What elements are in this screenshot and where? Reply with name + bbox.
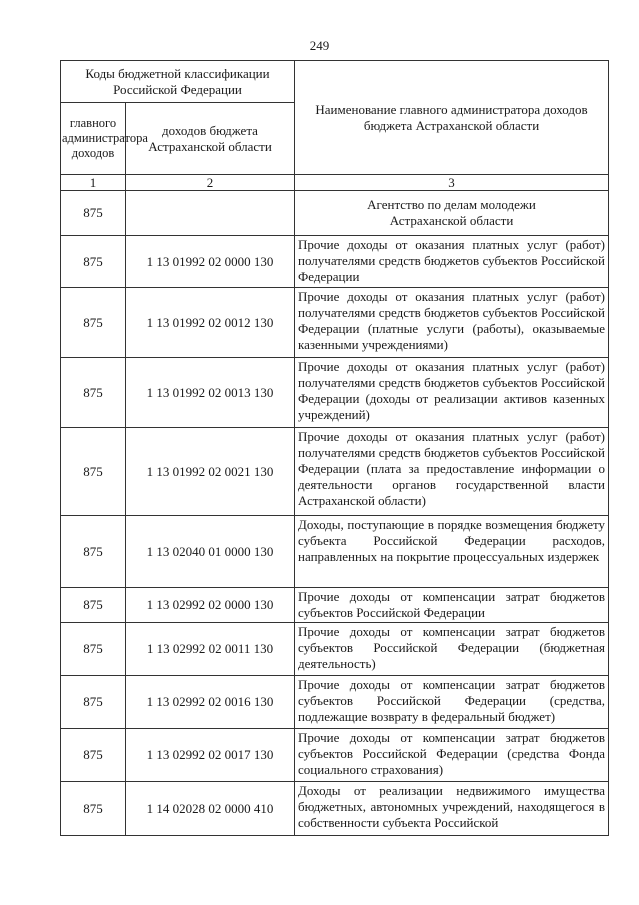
admin-code-cell: 875	[61, 288, 126, 358]
header-row-group	[61, 61, 609, 103]
table-row	[61, 428, 609, 516]
table-row	[61, 588, 609, 623]
income-code-cell: 1 13 02992 02 0017 130	[126, 729, 295, 782]
table-row	[61, 623, 609, 676]
admin-code-cell: 875	[61, 588, 126, 623]
income-code-cell: 1 13 01992 02 0021 130	[126, 428, 295, 516]
table-row	[61, 729, 609, 782]
income-code-cell: 1 13 02992 02 0016 130	[126, 676, 295, 729]
income-name-cell: Прочие доходы от оказания платных услуг (работ) получателями средств бюджетов субъектов Российской Федерации (доходы от реализации активов казенных учреждений)	[295, 358, 609, 428]
income-name-cell: Доходы, поступающие в порядке возмещения бюджету субъекта Российской Федерации расходов, направленных на покрытие процессуальных издержек	[295, 516, 609, 588]
header-income-column: доходов бюджета Астраханской области	[126, 103, 295, 175]
income-code-cell	[126, 191, 295, 236]
income-code-cell: 1 13 02992 02 0011 130	[126, 623, 295, 676]
header-number-2: 2	[126, 175, 295, 191]
header-admin-column: главного администратора доходов	[61, 103, 126, 175]
budget-classification-table	[60, 60, 609, 836]
table-row	[61, 358, 609, 428]
admin-code-cell: 875	[61, 428, 126, 516]
page-number: 249	[309, 38, 330, 53]
income-name-cell: Прочие доходы от компенсации затрат бюджетов субъектов Российской Федерации (средства, подлежащие возврату в федеральный бюджет)	[295, 676, 609, 729]
admin-code-cell: 875	[61, 623, 126, 676]
header-codes-group: Коды бюджетной классификации Российской Федерации	[61, 61, 295, 103]
income-code-cell: 1 13 02992 02 0000 130	[126, 588, 295, 623]
table-row	[61, 676, 609, 729]
administrator-name-cell: Агентство по делам молодежи Астраханской области	[295, 191, 609, 236]
income-code-cell: 1 13 01992 02 0013 130	[126, 358, 295, 428]
table-row	[61, 288, 609, 358]
income-name-cell: Прочие доходы от компенсации затрат бюджетов субъектов Российской Федерации (средства Фонда социального страхования)	[295, 729, 609, 782]
income-name-cell: Прочие доходы от оказания платных услуг (работ) получателями средств бюджетов субъектов Российской Федерации (плата за предоставление информации о деятельности органов государственной власти Астраханской области)	[295, 428, 609, 516]
income-name-cell: Прочие доходы от компенсации затрат бюджетов субъектов Российской Федерации	[295, 588, 609, 623]
income-code-cell: 1 13 01992 02 0000 130	[126, 236, 295, 288]
header-number-3: 3	[295, 175, 609, 191]
income-name-cell: Прочие доходы от оказания платных услуг (работ) получателями средств бюджетов субъектов Российской Федерации	[295, 236, 609, 288]
income-code-cell: 1 14 02028 02 0000 410	[126, 782, 295, 836]
income-code-cell: 1 13 01992 02 0012 130	[126, 288, 295, 358]
admin-code-cell: 875	[61, 676, 126, 729]
table-row	[61, 236, 609, 288]
income-name-cell: Прочие доходы от оказания платных услуг (работ) получателями средств бюджетов субъектов Российской Федерации (платные услуги (работы), оказываемые казенными учреждениями)	[295, 288, 609, 358]
admin-code-cell: 875	[61, 782, 126, 836]
header-number-row	[61, 175, 609, 191]
income-code-cell: 1 13 02040 01 0000 130	[126, 516, 295, 588]
admin-code-cell: 875	[61, 516, 126, 588]
table-row	[61, 516, 609, 588]
header-name-column: Наименование главного администратора доходов бюджета Астраханской области	[295, 61, 609, 175]
admin-code-cell: 875	[61, 191, 126, 236]
table-row	[61, 191, 609, 236]
income-name-cell: Прочие доходы от компенсации затрат бюджетов субъектов Российской Федерации (бюджетная деятельность)	[295, 623, 609, 676]
income-name-cell: Доходы от реализации недвижимого имущества бюджетных, автономных учреждений, находящегося в собственности субъекта Российской	[295, 782, 609, 836]
header-number-1: 1	[61, 175, 126, 191]
admin-code-cell: 875	[61, 358, 126, 428]
admin-code-cell: 875	[61, 729, 126, 782]
admin-code-cell: 875	[61, 236, 126, 288]
table-row	[61, 782, 609, 836]
